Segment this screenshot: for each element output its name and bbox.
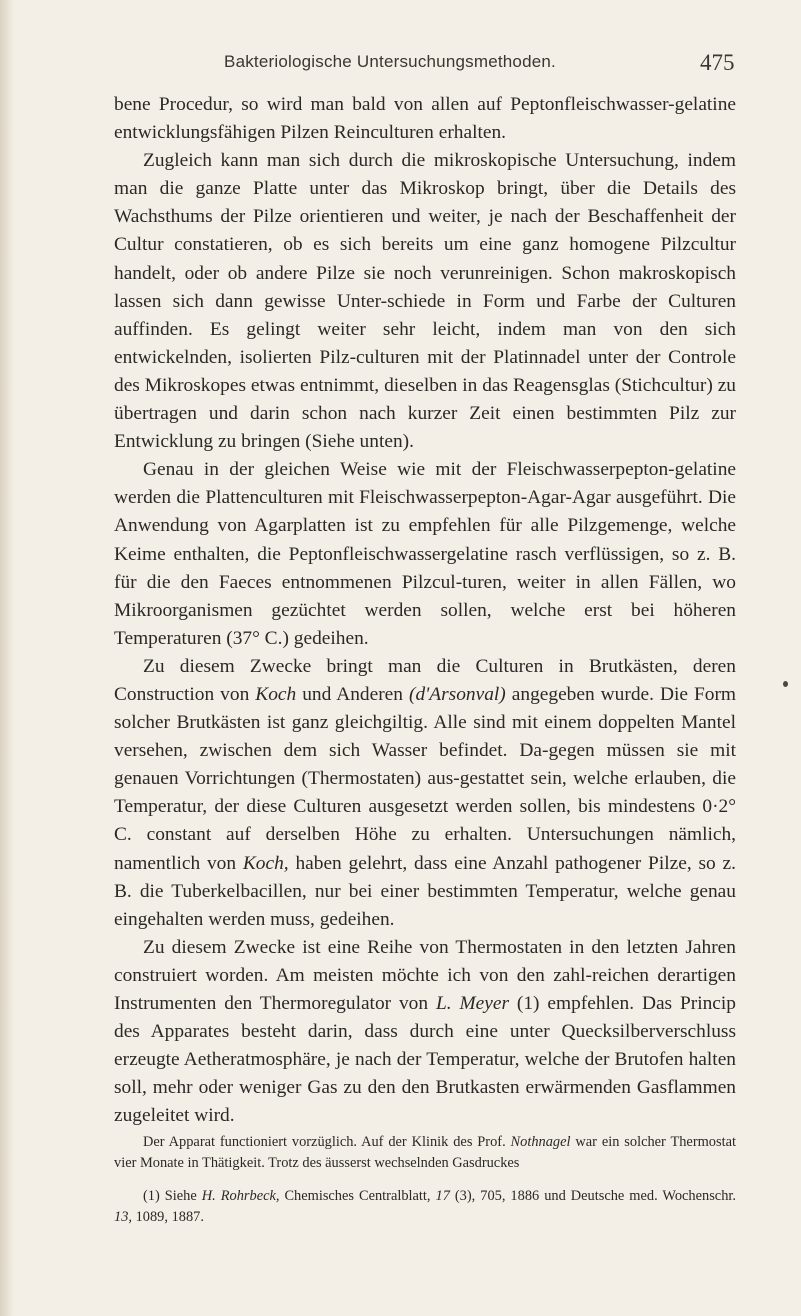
paragraph-4-text-a: Zu diesem Zwecke bringt man die Culturen in Brutkästen, deren Construction von xyxy=(114,655,736,705)
small-print-note xyxy=(114,1132,736,1174)
body-text xyxy=(114,91,736,1228)
paragraph-1: bene Procedur, so wird man bald von allen auf Peptonfleischwasser-gelatine entwicklungsfähigen Pilzen Reinculturen erhalten. xyxy=(114,94,736,144)
margin-ink-dot xyxy=(783,681,788,687)
author-meyer: L. Meyer xyxy=(435,993,509,1014)
note-text-a: Der Apparat functioniert vorzüglich. Auf der Klinik des Prof. xyxy=(143,1134,511,1151)
footnote-1 xyxy=(114,1186,736,1228)
footnote-text-d: 1089, 1887. xyxy=(132,1209,204,1226)
author-nothnagel: Nothnagel xyxy=(510,1134,571,1151)
paragraph-5 xyxy=(114,934,736,1131)
page-header xyxy=(0,52,801,82)
paragraph-3: Genau in der gleichen Weise wie mit der Fleischwasserpepton-gelatine werden die Plattenculturen mit Fleischwasserpepton-Agar-Agar ausgeführt. Die Anwendung von Agarplatten ist zu empfehlen für alle Pilzgemenge, welche Keime enthalten, die Peptonfleischwassergelatine rasch verflüssigen, so z. B. für die den Faeces entnommenen Pilzcul-turen, weiter in allen Fällen, wo Mikroorganismen gezüchtet werden sollen, welche erst bei höheren Temperaturen (37° C.) gedeihen. xyxy=(114,459,736,649)
paragraph-4-text-c: angegeben wurde. Die Form solcher Brutkästen ist ganz gleichgiltig. Alle sind mit einem doppelten Mantel versehen, zwischen dem sich Wasser befindet. Da-gegen müssen sie mit genauen Vorrichtungen (Thermostaten) aus-gestattet sein, welche erlauben, die Temperatur, der diese Culturen ausgesetzt werden sollen, bis mindestens 0·2° C. constant auf derselben Höhe zu erhalten. Untersuchungen nämlich, namentlich von xyxy=(114,683,736,874)
footnote-author: H. Rohrbeck, xyxy=(201,1188,280,1205)
paragraph-4-text-d: haben gelehrt, dass eine Anzahl pathogener Pilze, so z. B. die Tuberkelbacillen, nur bei einer bestimmten Temperatur, welche genau eingehalten werden muss, gedeihen. xyxy=(114,852,736,930)
paragraph-4 xyxy=(114,653,736,934)
footnote-text-b: Chemisches Centralblatt, xyxy=(279,1188,436,1205)
paragraph-2: Zugleich kann man sich durch die mikroskopische Untersuchung, indem man die ganze Platte unter das Mikroskop bringt, über die Details des Wachsthums der Pilze orientieren und weiter, je nach der Beschaffenheit der Cultur constatieren, ob es sich bereits um eine ganz homogene Pilzcultur handelt, oder ob andere Pilze sie noch verunreinigen. Schon makroskopisch lassen sich dann gewisse Unter-schiede in Form und Farbe der Culturen auffinden. Es gelingt weiter sehr leicht, indem man von den sich entwickelnden, isolierten Pilz-culturen mit der Platinnadel unter der Controle des Mikroskopes etwas entnimmt, dieselben in das Reagensglas (Stichcultur) zu übertragen und darin schon nach kurzer Zeit einen bestimmten Pilz zur Entwicklung zu bringen (Siehe unten). xyxy=(114,150,736,453)
paragraph-5-text-b: (1) empfehlen. Das Princip des Apparates besteht darin, dass durch eine unter Quecksilberverschluss erzeugte Aetheratmosphäre, je nach der Temperatur, welche der Brutofen halten soll, mehr oder weniger Gas zu den den Brutkasten erwärmenden Gasflammen zugeleitet wird. xyxy=(114,993,736,1127)
running-title: Bakteriologische Untersuchungsmethoden. xyxy=(224,52,556,71)
page-number: 475 xyxy=(700,50,735,75)
note-text-b: war ein solcher Thermostat vier Monate in Thätigkeit. Trotz des äusserst wechselnden Gasdruckes xyxy=(114,1134,736,1172)
paragraph-5-text-a: Zu diesem Zwecke ist eine Reihe von Thermostaten in den letzten Jahren construiert worden. Am meisten möchte ich von den zahl-reichen derartigen Instrumenten den Thermoregulator von xyxy=(114,936,736,1014)
paragraph-4-text-b: und Anderen xyxy=(296,683,409,705)
footnote-volume-2: 13, xyxy=(114,1209,132,1226)
footnote-text-c: (3), 705, 1886 und Deutsche med. Wochenschr. xyxy=(449,1188,736,1205)
author-arsonval: (d'Arsonval) xyxy=(408,683,506,705)
footnote-text-a: (1) Siehe xyxy=(143,1188,202,1205)
author-koch-2: Koch, xyxy=(242,852,289,874)
author-koch: Koch xyxy=(255,683,297,705)
page-edge-shadow xyxy=(0,0,14,1316)
footnote-volume-1: 17 xyxy=(435,1188,450,1205)
